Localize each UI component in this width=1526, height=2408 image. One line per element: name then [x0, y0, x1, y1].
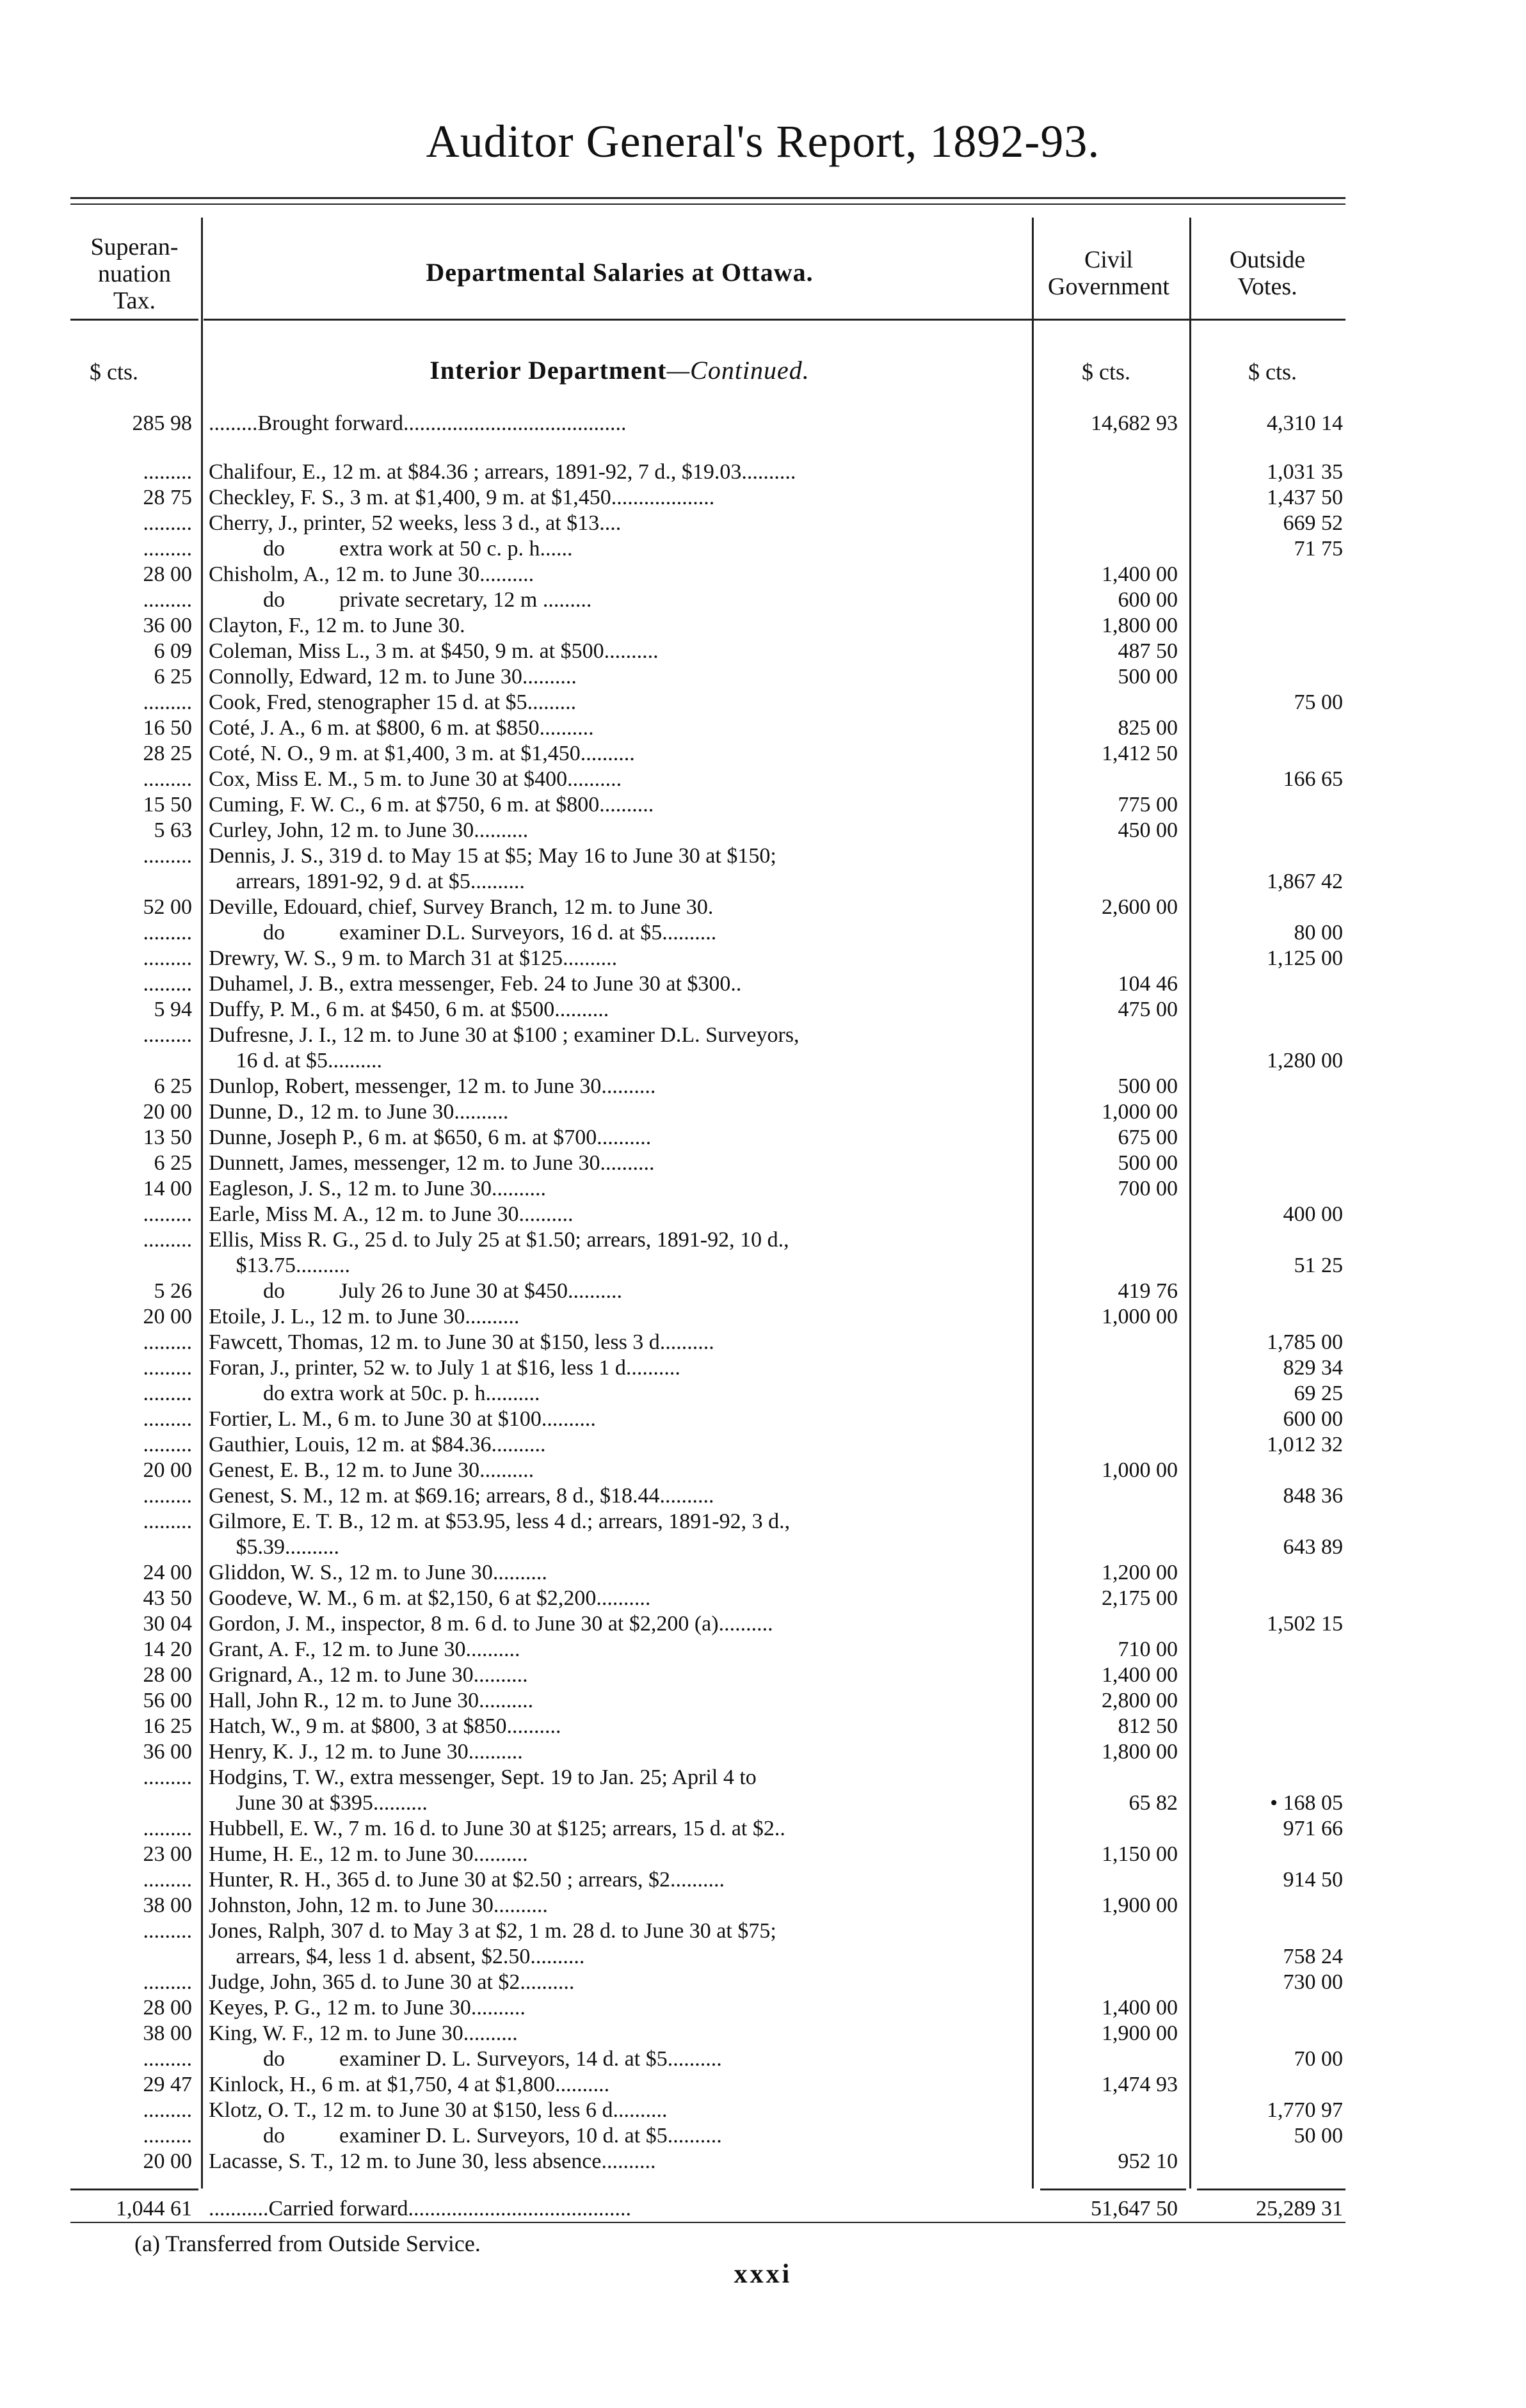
- table-row: [0, 1637, 1526, 1662]
- row-tax: 20 00: [143, 1458, 192, 1482]
- row-outside: 643 89: [1283, 1535, 1343, 1559]
- row-outside: 69 25: [1294, 1382, 1343, 1405]
- row-description: Coté, N. O., 9 m. at $1,400, 3 m. at $1,450..........: [209, 742, 635, 765]
- top-rule: [70, 197, 1345, 199]
- row-description: King, W. F., 12 m. to June 30..........: [209, 2021, 518, 2045]
- row-civil: 2,600 00: [1102, 895, 1178, 919]
- row-civil: 1,412 50: [1102, 742, 1178, 765]
- table-row: [0, 1893, 1526, 1918]
- units-outside: $ cts.: [1248, 359, 1297, 385]
- row-description: Etoile, J. L., 12 m. to June 30..........: [209, 1305, 520, 1328]
- row-tax: .........: [143, 1970, 192, 1994]
- row-description: June 30 at $395..........: [209, 1791, 428, 1815]
- row-description: Cuming, F. W. C., 6 m. at $750, 6 m. at $800..........: [209, 793, 654, 817]
- row-description: Genest, E. B., 12 m. to June 30..........: [209, 1458, 534, 1482]
- row-tax: 43 50: [143, 1586, 192, 1610]
- row-outside: 80 00: [1294, 921, 1343, 945]
- row-outside: 1,785 00: [1267, 1330, 1343, 1354]
- row-description: Curley, John, 12 m. to June 30..........: [209, 818, 529, 842]
- row-description: Gliddon, W. S., 12 m. to June 30..........: [209, 1561, 547, 1584]
- table-row: [0, 690, 1526, 715]
- table-row: [0, 1202, 1526, 1227]
- row-description: Ellis, Miss R. G., 25 d. to July 25 at $1.50; arrears, 1891-92, 10 d.,: [209, 1228, 789, 1252]
- row-civil: 675 00: [1118, 1126, 1178, 1149]
- row-tax: .........: [143, 460, 192, 484]
- table-row: [0, 459, 1526, 485]
- row-description: Cox, Miss E. M., 5 m. to June 30 at $400..........: [209, 767, 622, 791]
- carried-forward-tax: 1,044 61: [116, 2197, 192, 2221]
- row-outside: 669 52: [1283, 511, 1343, 535]
- row-description: Grant, A. F., 12 m. to June 30..........: [209, 1638, 520, 1661]
- row-description: Chisholm, A., 12 m. to June 30..........: [209, 562, 534, 586]
- table-row: [0, 1074, 1526, 1099]
- table-row: [0, 1765, 1526, 1790]
- row-description: Genest, S. M., 12 m. at $69.16; arrears, 8 d., $18.44..........: [209, 1484, 714, 1508]
- row-tax: 38 00: [143, 1894, 192, 1917]
- row-description: $13.75..........: [209, 1254, 350, 1277]
- row-description: Hubbell, E. W., 7 m. 16 d. to June 30 at $125; arrears, 15 d. at $2..: [209, 1817, 785, 1840]
- table-row: [0, 1125, 1526, 1151]
- table-row: [0, 2021, 1526, 2046]
- table-row: [0, 715, 1526, 741]
- row-description: do private secretary, 12 m .........: [209, 588, 592, 612]
- carried-forward-outside: 25,289 31: [1256, 2197, 1343, 2221]
- row-tax: 20 00: [143, 2149, 192, 2173]
- table-row: [0, 587, 1526, 613]
- row-civil: 1,150 00: [1102, 1842, 1178, 1866]
- table-row: [0, 1714, 1526, 1739]
- table-row: [0, 1790, 1526, 1816]
- table-row: [0, 1330, 1526, 1355]
- row-tax: 5 26: [154, 1279, 192, 1303]
- row-tax: .........: [143, 1766, 192, 1789]
- row-outside: 758 24: [1283, 1945, 1343, 1968]
- row-description: Cherry, J., printer, 52 weeks, less 3 d., at $13....: [209, 511, 622, 535]
- table-row: [0, 485, 1526, 511]
- row-description: Henry, K. J., 12 m. to June 30..........: [209, 1740, 523, 1764]
- table-row: [0, 1253, 1526, 1279]
- row-tax: .........: [143, 1382, 192, 1405]
- row-description: do examiner D. L. Surveyors, 10 d. at $5..........: [209, 2124, 722, 2148]
- subheading-name: Interior Department: [430, 356, 667, 385]
- table-row: [0, 2149, 1526, 2174]
- row-civil: 487 50: [1118, 639, 1178, 663]
- row-tax: .........: [143, 844, 192, 868]
- row-civil: 2,800 00: [1102, 1689, 1178, 1712]
- row-tax: .........: [143, 511, 192, 535]
- row-civil: 1,000 00: [1102, 1100, 1178, 1124]
- row-tax: 6 25: [154, 1074, 192, 1098]
- header-outside-line-2: Votes.: [1237, 273, 1297, 300]
- table-row: [0, 1816, 1526, 1842]
- row-civil: 700 00: [1118, 1177, 1178, 1200]
- row-outside: 71 75: [1294, 537, 1343, 561]
- row-tax: 20 00: [143, 1305, 192, 1328]
- row-tax: 52 00: [143, 895, 192, 919]
- row-tax: 28 00: [143, 1996, 192, 2020]
- table-row: [0, 1560, 1526, 1586]
- row-outside: 75 00: [1294, 690, 1343, 714]
- row-description: arrears, 1891-92, 9 d. at $5..........: [209, 870, 525, 893]
- row-tax: .........: [143, 1228, 192, 1252]
- table-row: [0, 1688, 1526, 1714]
- row-civil: 500 00: [1118, 1074, 1178, 1098]
- row-tax: 14 20: [143, 1638, 192, 1661]
- table-row: [0, 1381, 1526, 1407]
- row-outside: 1,770 97: [1267, 2098, 1343, 2122]
- row-description: Duffy, P. M., 6 m. at $450, 6 m. at $500..........: [209, 998, 609, 1021]
- row-description: Cook, Fred, stenographer 15 d. at $5.........: [209, 690, 577, 714]
- row-description: Connolly, Edward, 12 m. to June 30..........: [209, 665, 577, 689]
- table-row: [0, 1176, 1526, 1202]
- header-tax-line-2: nuation: [98, 260, 171, 287]
- row-civil: 1,400 00: [1102, 1663, 1178, 1687]
- row-tax: 56 00: [143, 1689, 192, 1712]
- row-civil: 1,000 00: [1102, 1305, 1178, 1328]
- row-description: Fawcett, Thomas, 12 m. to June 30 at $150, less 3 d..........: [209, 1330, 714, 1354]
- page-title: Auditor General's Report, 1892-93.: [426, 116, 1100, 167]
- row-description: Drewry, W. S., 9 m. to March 31 at $125..........: [209, 946, 618, 970]
- row-description: Gauthier, Louis, 12 m. at $84.36..........: [209, 1433, 546, 1456]
- row-tax: .........: [143, 1919, 192, 1943]
- row-description: Earle, Miss M. A., 12 m. to June 30..........: [209, 1202, 574, 1226]
- row-description: $5.39..........: [209, 1535, 339, 1559]
- row-description: 16 d. at $5..........: [209, 1049, 383, 1072]
- table-row: [0, 639, 1526, 664]
- table-row: [0, 1483, 1526, 1509]
- row-outside: 848 36: [1283, 1484, 1343, 1508]
- row-outside: 51 25: [1294, 1254, 1343, 1277]
- row-tax: 13 50: [143, 1126, 192, 1149]
- header-tax: [70, 234, 198, 314]
- table-row: [0, 1586, 1526, 1611]
- header-tax-line-3: Tax.: [113, 287, 156, 314]
- brought-forward-row: [0, 411, 1526, 436]
- row-tax: 23 00: [143, 1842, 192, 1866]
- table-row: [0, 1970, 1526, 1995]
- salary-table: [0, 459, 1526, 2174]
- row-tax: 5 63: [154, 818, 192, 842]
- row-description: Clayton, F., 12 m. to June 30.: [209, 614, 465, 637]
- row-tax: 15 50: [143, 793, 192, 817]
- row-tax: 14 00: [143, 1177, 192, 1200]
- row-civil: 104 46: [1118, 972, 1178, 996]
- row-tax: .........: [143, 1330, 192, 1354]
- row-tax: .........: [143, 1023, 192, 1047]
- row-description: Klotz, O. T., 12 m. to June 30 at $150, less 6 d..........: [209, 2098, 668, 2122]
- row-tax: 30 04: [143, 1612, 192, 1636]
- table-row: [0, 741, 1526, 767]
- table-row: [0, 895, 1526, 920]
- row-outside: 1,437 50: [1267, 486, 1343, 509]
- row-tax: .........: [143, 921, 192, 945]
- table-row: [0, 1918, 1526, 1944]
- row-civil: 1,900 00: [1102, 2021, 1178, 2045]
- table-row: [0, 511, 1526, 536]
- row-tax: .........: [143, 1202, 192, 1226]
- row-outside: 70 00: [1294, 2047, 1343, 2071]
- table-row: [0, 1227, 1526, 1253]
- subheading-suffix: —Continued.: [666, 356, 810, 385]
- header-civil-line-1: Civil: [1084, 246, 1134, 273]
- page-number: xxxi: [734, 2260, 792, 2289]
- row-tax: .........: [143, 1817, 192, 1840]
- table-row: [0, 792, 1526, 818]
- units-civil: $ cts.: [1082, 359, 1130, 385]
- row-description: Goodeve, W. M., 6 m. at $2,150, 6 at $2,200..........: [209, 1586, 651, 1610]
- row-civil: 952 10: [1118, 2149, 1178, 2173]
- header-civil-line-2: Government: [1048, 273, 1169, 300]
- row-outside: 829 34: [1283, 1356, 1343, 1380]
- row-civil: 65 82: [1128, 1791, 1178, 1815]
- header-main: Departmental Salaries at Ottawa.: [426, 258, 814, 287]
- table-row: [0, 869, 1526, 895]
- row-description: Foran, J., printer, 52 w. to July 1 at $16, less 1 d..........: [209, 1356, 680, 1380]
- row-tax: 6 25: [154, 1151, 192, 1175]
- row-tax: .........: [143, 1407, 192, 1431]
- row-description: do extra work at 50c. p. h..........: [209, 1382, 540, 1405]
- row-description: Keyes, P. G., 12 m. to June 30..........: [209, 1996, 526, 2020]
- row-civil: 812 50: [1118, 1714, 1178, 1738]
- row-outside: 1,280 00: [1267, 1049, 1343, 1072]
- row-description: Hunter, R. H., 365 d. to June 30 at $2.50 ; arrears, $2..........: [209, 1868, 725, 1892]
- table-row: [0, 1458, 1526, 1483]
- row-description: Dunne, Joseph P., 6 m. at $650, 6 m. at $700..........: [209, 1126, 652, 1149]
- carried-forward-civil: 51,647 50: [1091, 2197, 1178, 2221]
- table-row: [0, 1842, 1526, 1867]
- table-row: [0, 1432, 1526, 1458]
- table-row: [0, 1355, 1526, 1381]
- carried-forward-label: ...........Carried forward.........................................: [209, 2197, 632, 2221]
- table-row: [0, 1611, 1526, 1637]
- row-outside: 1,031 35: [1267, 460, 1343, 484]
- row-description: do extra work at 50 c. p. h......: [209, 537, 573, 561]
- row-tax: 29 47: [143, 2073, 192, 2096]
- table-row: [0, 1023, 1526, 1048]
- row-civil: 710 00: [1118, 1638, 1178, 1661]
- row-description: do July 26 to June 30 at $450..........: [209, 1279, 622, 1303]
- table-row: [0, 536, 1526, 562]
- row-description: Hodgins, T. W., extra messenger, Sept. 19 to Jan. 25; April 4 to: [209, 1766, 757, 1789]
- table-row: [0, 562, 1526, 587]
- row-civil: 419 76: [1118, 1279, 1178, 1303]
- table-row: [0, 1662, 1526, 1688]
- brought-forward-civil: 14,682 93: [1091, 411, 1178, 435]
- row-outside: 971 66: [1283, 1817, 1343, 1840]
- row-tax: .........: [143, 1868, 192, 1892]
- row-tax: .........: [143, 690, 192, 714]
- row-description: Judge, John, 365 d. to June 30 at $2..........: [209, 1970, 575, 1994]
- row-description: Deville, Edouard, chief, Survey Branch, 12 m. to June 30.: [209, 895, 714, 919]
- row-description: arrears, $4, less 1 d. absent, $2.50..........: [209, 1945, 585, 1968]
- row-civil: 600 00: [1118, 588, 1178, 612]
- row-description: Eagleson, J. S., 12 m. to June 30..........: [209, 1177, 546, 1200]
- row-civil: 1,474 93: [1102, 2073, 1178, 2096]
- row-tax: .........: [143, 1484, 192, 1508]
- row-tax: 36 00: [143, 1740, 192, 1764]
- row-description: Gilmore, E. T. B., 12 m. at $53.95, less 4 d.; arrears, 1891-92, 3 d.,: [209, 1510, 791, 1533]
- row-outside: 400 00: [1283, 1202, 1343, 1226]
- row-civil: 475 00: [1118, 998, 1178, 1021]
- header-outside-line-1: Outside: [1229, 246, 1306, 273]
- row-description: Dufresne, J. I., 12 m. to June 30 at $100 ; examiner D.L. Surveyors,: [209, 1023, 799, 1047]
- row-description: Chalifour, E., 12 m. at $84.36 ; arrears, 1891-92, 7 d., $19.03..........: [209, 460, 796, 484]
- table-row: [0, 613, 1526, 639]
- row-tax: .........: [143, 767, 192, 791]
- row-tax: .........: [143, 2098, 192, 2122]
- row-description: Coleman, Miss L., 3 m. at $450, 9 m. at $500..........: [209, 639, 659, 663]
- row-description: Grignard, A., 12 m. to June 30..........: [209, 1663, 528, 1687]
- row-tax: .........: [143, 1356, 192, 1380]
- header-outside: [1191, 246, 1344, 300]
- table-row: [0, 2046, 1526, 2072]
- row-tax: .........: [143, 537, 192, 561]
- row-description: Dennis, J. S., 319 d. to May 15 at $5; May 16 to June 30 at $150;: [209, 844, 776, 868]
- table-row: [0, 843, 1526, 869]
- row-tax: 24 00: [143, 1561, 192, 1584]
- row-tax: 28 00: [143, 1663, 192, 1687]
- row-tax: 6 25: [154, 665, 192, 689]
- table-row: [0, 997, 1526, 1023]
- row-tax: .........: [143, 946, 192, 970]
- row-civil: 1,400 00: [1102, 562, 1178, 586]
- total-rule-tax: [70, 2189, 198, 2190]
- row-outside: 600 00: [1283, 1407, 1343, 1431]
- table-row: [0, 1535, 1526, 1560]
- row-tax: .........: [143, 1433, 192, 1456]
- row-description: Duhamel, J. B., extra messenger, Feb. 24 to June 30 at $300..: [209, 972, 742, 996]
- row-description: Dunne, D., 12 m. to June 30..........: [209, 1100, 509, 1124]
- row-description: Kinlock, H., 6 m. at $1,750, 4 at $1,800..........: [209, 2073, 610, 2096]
- row-description: Coté, J. A., 6 m. at $800, 6 m. at $850..........: [209, 716, 594, 740]
- row-civil: 1,800 00: [1102, 1740, 1178, 1764]
- row-civil: 500 00: [1118, 665, 1178, 689]
- row-description: Gordon, J. M., inspector, 8 m. 6 d. to June 30 at $2,200 (a)..........: [209, 1612, 773, 1636]
- row-tax: 16 50: [143, 716, 192, 740]
- row-civil: 1,400 00: [1102, 1996, 1178, 2020]
- subheading: [204, 355, 1036, 385]
- row-outside: 1,012 32: [1267, 1433, 1343, 1456]
- table-row: [0, 946, 1526, 971]
- row-description: do examiner D.L. Surveyors, 16 d. at $5..........: [209, 921, 717, 945]
- table-row: [0, 1099, 1526, 1125]
- row-outside: 50 00: [1294, 2124, 1343, 2148]
- row-civil: 450 00: [1118, 818, 1178, 842]
- brought-forward-label: .........Brought forward.........................................: [209, 411, 627, 435]
- row-civil: 500 00: [1118, 1151, 1178, 1175]
- header-rule-main: [204, 319, 1345, 321]
- row-description: Hatch, W., 9 m. at $800, 3 at $850..........: [209, 1714, 561, 1738]
- row-tax: 28 75: [143, 486, 192, 509]
- total-rule-civil: [1040, 2189, 1186, 2190]
- table-row: [0, 664, 1526, 690]
- table-row: [0, 2072, 1526, 2098]
- header-rule-tax: [70, 319, 198, 321]
- table-row: [0, 2098, 1526, 2123]
- table-row: [0, 818, 1526, 843]
- header-tax-line-1: Superan-: [90, 234, 179, 260]
- row-description: Lacasse, S. T., 12 m. to June 30, less absence..........: [209, 2149, 656, 2173]
- total-rule-outside: [1197, 2189, 1345, 2190]
- row-outside: • 168 05: [1270, 1791, 1343, 1815]
- table-row: [0, 1867, 1526, 1893]
- row-outside: 730 00: [1283, 1970, 1343, 1994]
- table-row: [0, 920, 1526, 946]
- carried-forward-row: [0, 2196, 1526, 2222]
- row-tax: .........: [143, 972, 192, 996]
- row-tax: 5 94: [154, 998, 192, 1021]
- row-civil: 825 00: [1118, 716, 1178, 740]
- table-row: [0, 1944, 1526, 1970]
- table-row: [0, 1739, 1526, 1765]
- table-row: [0, 1279, 1526, 1304]
- row-tax: 36 00: [143, 614, 192, 637]
- top-rule-2: [70, 203, 1345, 205]
- row-tax: .........: [143, 2124, 192, 2148]
- table-row: [0, 1304, 1526, 1330]
- table-row: [0, 767, 1526, 792]
- table-row: [0, 1509, 1526, 1535]
- row-tax: 20 00: [143, 1100, 192, 1124]
- brought-forward-tax: 285 98: [132, 411, 192, 435]
- row-description: Checkley, F. S., 3 m. at $1,400, 9 m. at $1,450...................: [209, 486, 715, 509]
- brought-forward-outside: 4,310 14: [1267, 411, 1343, 435]
- row-outside: 166 65: [1283, 767, 1343, 791]
- row-tax: 28 00: [143, 562, 192, 586]
- table-row: [0, 1407, 1526, 1432]
- row-description: Hume, H. E., 12 m. to June 30..........: [209, 1842, 528, 1866]
- row-civil: 775 00: [1118, 793, 1178, 817]
- row-outside: 1,867 42: [1267, 870, 1343, 893]
- row-tax: .........: [143, 588, 192, 612]
- row-civil: 2,175 00: [1102, 1586, 1178, 1610]
- row-description: Johnston, John, 12 m. to June 30..........: [209, 1894, 548, 1917]
- units-tax: $ cts.: [90, 359, 138, 385]
- row-tax: 16 25: [143, 1714, 192, 1738]
- row-tax: .........: [143, 2047, 192, 2071]
- row-tax: 28 25: [143, 742, 192, 765]
- footnote: (a) Transferred from Outside Service.: [134, 2231, 481, 2256]
- row-tax: .........: [143, 1510, 192, 1533]
- header-civil: [1032, 246, 1185, 300]
- row-outside: 1,502 15: [1267, 1612, 1343, 1636]
- row-civil: 1,800 00: [1102, 614, 1178, 637]
- row-civil: 1,000 00: [1102, 1458, 1178, 1482]
- row-outside: 914 50: [1283, 1868, 1343, 1892]
- row-description: Dunnett, James, messenger, 12 m. to June 30..........: [209, 1151, 655, 1175]
- row-civil: 1,900 00: [1102, 1894, 1178, 1917]
- bottom-rule: [70, 2222, 1345, 2223]
- row-description: do examiner D. L. Surveyors, 14 d. at $5..........: [209, 2047, 722, 2071]
- table-row: [0, 2123, 1526, 2149]
- table-row: [0, 971, 1526, 997]
- row-civil: 1,200 00: [1102, 1561, 1178, 1584]
- table-row: [0, 1995, 1526, 2021]
- table-row: [0, 1151, 1526, 1176]
- row-description: Jones, Ralph, 307 d. to May 3 at $2, 1 m. 28 d. to June 30 at $75;: [209, 1919, 776, 1943]
- row-outside: 1,125 00: [1267, 946, 1343, 970]
- row-description: Dunlop, Robert, messenger, 12 m. to June 30..........: [209, 1074, 656, 1098]
- row-description: Hall, John R., 12 m. to June 30..........: [209, 1689, 534, 1712]
- table-row: [0, 1048, 1526, 1074]
- row-tax: 6 09: [154, 639, 192, 663]
- row-tax: 38 00: [143, 2021, 192, 2045]
- row-description: Fortier, L. M., 6 m. to June 30 at $100..........: [209, 1407, 596, 1431]
